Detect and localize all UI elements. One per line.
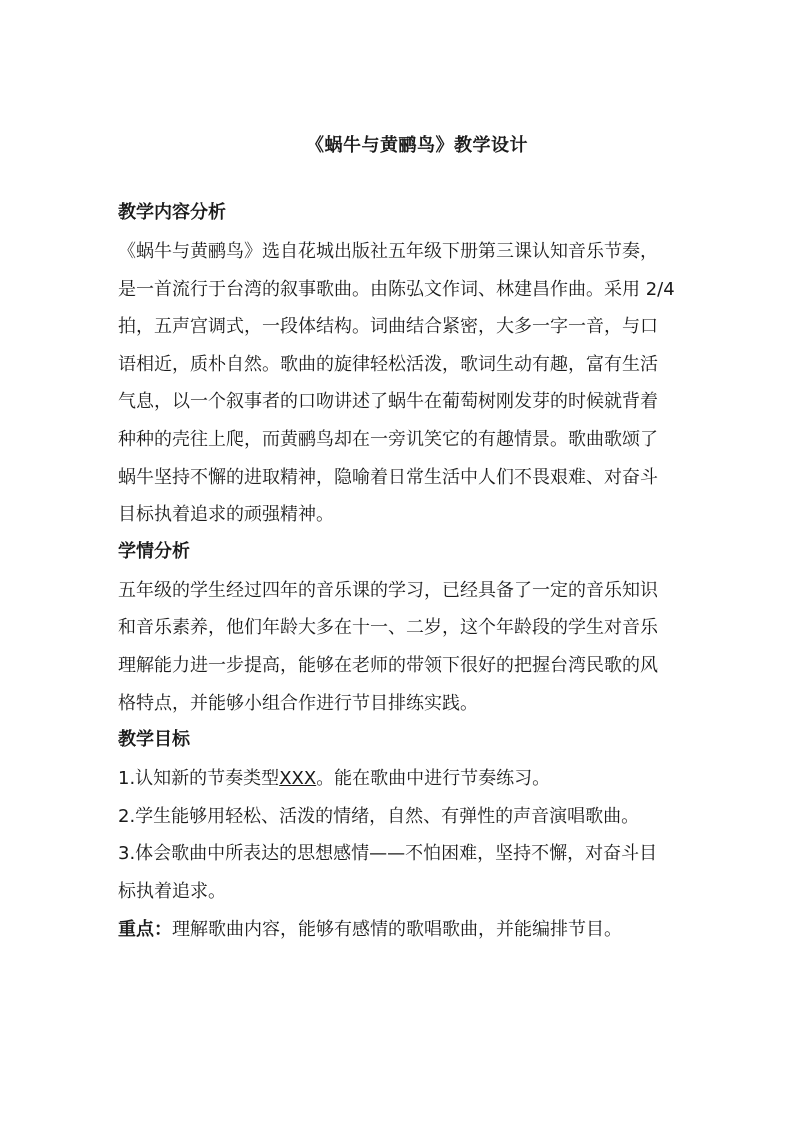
section-content-analysis-text	[118, 233, 678, 534]
document-body	[118, 195, 678, 948]
goal-item-2: 2.学生能够用轻松、活泼的情绪，自然、有弹性的声音演唱歌曲。	[118, 805, 640, 827]
document-title: 《蜗牛与黄鹂鸟》教学设计	[306, 135, 528, 156]
section-teaching-goals-list	[118, 760, 678, 910]
section-heading-content-analysis: 教学内容分析	[118, 202, 226, 223]
section-heading-learner-analysis: 学情分析	[118, 540, 190, 562]
paragraph-line: 气息，以一个叙事者的口吻讲述了蜗牛在葡萄树刚发芽的时候就背着	[118, 391, 658, 413]
section-learner-analysis-text	[118, 572, 678, 722]
paragraph-line: 是一首流行于台湾的叙事歌曲。由陈弘文作词、林建昌作曲。采用 2/4	[118, 278, 675, 300]
paragraph-line: 和音乐素养，他们年龄大多在十一、二岁，这个年龄段的学生对音乐	[118, 617, 658, 639]
paragraph-line: 种种的壳往上爬，而黄鹂鸟却在一旁讥笑它的有趣情景。歌曲歌颂了	[118, 428, 658, 450]
paragraph-line: 拍，五声宫调式，一段体结构。词曲结合紧密，大多一字一音，与口	[118, 316, 658, 338]
goal-item-3-line-2: 标执着追求。	[118, 880, 226, 902]
goal-item-3-line-1: 3.体会歌曲中所表达的思想感情——不怕困难，坚持不懈，对奋斗目	[118, 843, 658, 865]
paragraph-line: 五年级的学生经过四年的音乐课的学习，已经具备了一定的音乐知识	[118, 579, 658, 601]
paragraph-line: 理解能力进一步提高，能够在老师的带领下很好的把握台湾民歌的风	[118, 654, 658, 676]
section-heading-teaching-goals: 教学目标	[118, 729, 190, 751]
goal-item-1	[118, 760, 678, 798]
paragraph-line: 《蜗牛与黄鹂鸟》选自花城出版社五年级下册第三课认知音乐节奏，	[118, 241, 658, 262]
goal-1-prefix: 1.认知新的节奏类型	[118, 768, 280, 790]
paragraph-line: 目标执着追求的顽强精神。	[118, 504, 334, 526]
goal-1-suffix: 。能在歌曲中进行节奏练习。	[316, 768, 551, 790]
paragraph-line: 格特点，并能够小组合作进行节目排练实践。	[118, 692, 478, 714]
paragraph-line: 蜗牛坚持不懈的进取精神，隐喻着日常生活中人们不畏艰难、对奋斗	[118, 466, 658, 488]
rhythm-pattern-underlined: XXX	[279, 768, 317, 790]
paragraph-line: 语相近，质朴自然。歌曲的旋律轻松活泼，歌词生动有趣，富有生活	[118, 353, 658, 375]
key-point	[118, 911, 678, 949]
key-point-label: 重点：	[118, 918, 172, 940]
key-point-text: 理解歌曲内容，能够有感情的歌唱歌曲，并能编排节目。	[172, 918, 622, 940]
